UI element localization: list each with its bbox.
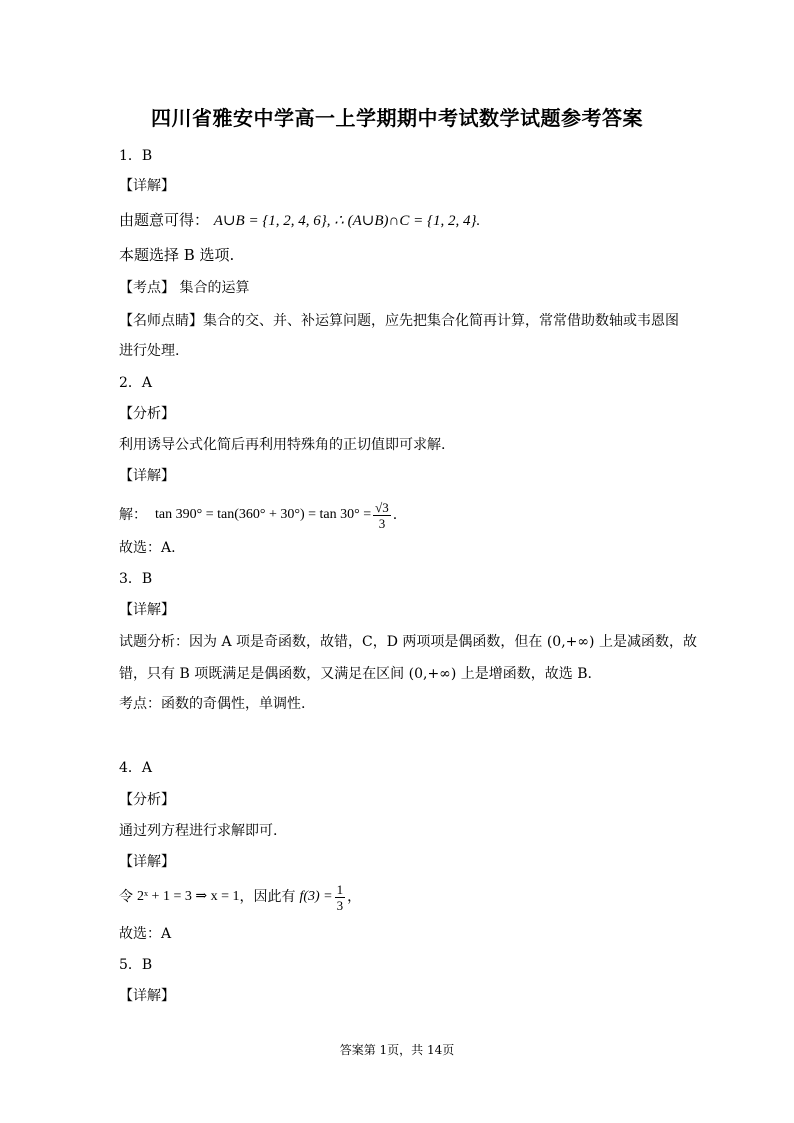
q1-tip-line1: 【名师点睛】集合的交、并、补运算问题，应先把集合化简再计算，常常借助数轴或韦恩图 — [119, 313, 679, 329]
q4-solution-math: 2ˣ + 1 = 3 ⇒ x = 1 — [137, 889, 240, 904]
q2-number: 2．A — [119, 375, 153, 391]
q2-solution — [119, 498, 397, 532]
q3-line1: 试题分析：因为 A 项是奇函数，故错，C，D 两项项是偶函数，但在 (0,+∞) 上是减函数，故 — [119, 634, 697, 650]
q1-derivation-math: A∪B = {1, 2, 4, 6}, ∴ (A∪B)∩C = {1, 2, 4}. — [213, 213, 481, 229]
q4-answer: 故选：A — [119, 926, 172, 942]
q1-detail-tag: 【详解】 — [119, 178, 175, 194]
q1-derivation — [119, 210, 480, 231]
q4-analysis-text: 通过列方程进行求解即可. — [119, 823, 278, 839]
page-title: 四川省雅安中学高一上学期期中考试数学试题参考答案 — [151, 106, 643, 130]
q2-solution-end: . — [392, 507, 398, 523]
q1-derivation-prefix: 由题意可得： — [119, 211, 210, 229]
q4-solution-mid: ，因此有 — [239, 889, 296, 905]
q2-fraction-numerator: √3 — [375, 499, 389, 515]
q2-answer: 故选：A. — [119, 540, 176, 556]
q4-solution — [119, 880, 361, 914]
q5-detail-tag: 【详解】 — [119, 988, 175, 1004]
q4-solution-end: ， — [347, 889, 362, 905]
q1-kaodian: 【考点】 集合的运算 — [119, 280, 250, 296]
q1-choice: 本题选择 B 选项. — [119, 246, 235, 264]
q4-fraction-numerator: 1 — [336, 881, 344, 897]
q2-analysis-tag: 【分析】 — [119, 406, 175, 422]
q2-analysis-text: 利用诱导公式化简后再利用特殊角的正切值即可求解. — [119, 437, 446, 453]
q2-fraction — [373, 500, 391, 531]
q4-fraction — [335, 882, 346, 913]
q4-solution-math2: f(3) = — [299, 889, 333, 904]
q5-number: 5．B — [119, 957, 153, 973]
q4-analysis-tag: 【分析】 — [119, 792, 175, 808]
q3-detail-tag: 【详解】 — [119, 602, 175, 618]
q1-number: 1．B — [119, 148, 153, 164]
q4-detail-tag: 【详解】 — [119, 854, 175, 870]
q3-number: 3．B — [119, 571, 153, 587]
q2-fraction-denominator: 3 — [378, 515, 386, 531]
page-footer: 答案第 1页，共 14页 — [339, 1043, 455, 1057]
q2-solution-prefix: 解： — [119, 507, 147, 523]
q4-number: 4．A — [119, 760, 153, 776]
q1-tip-line2: 进行处理. — [119, 343, 180, 359]
q3-line2: 错，只有 B 项既满足是偶函数，又满足在区间 (0,+∞) 上是增函数，故选 B. — [119, 666, 592, 682]
q4-solution-prefix: 令 — [119, 889, 133, 905]
q2-detail-tag: 【详解】 — [119, 468, 175, 484]
q4-fraction-denominator: 3 — [336, 897, 344, 913]
q3-line3: 考点：函数的奇偶性，单调性. — [119, 696, 306, 712]
q2-solution-math: tan 390° = tan(360° + 30°) = tan 30° = — [155, 507, 372, 522]
